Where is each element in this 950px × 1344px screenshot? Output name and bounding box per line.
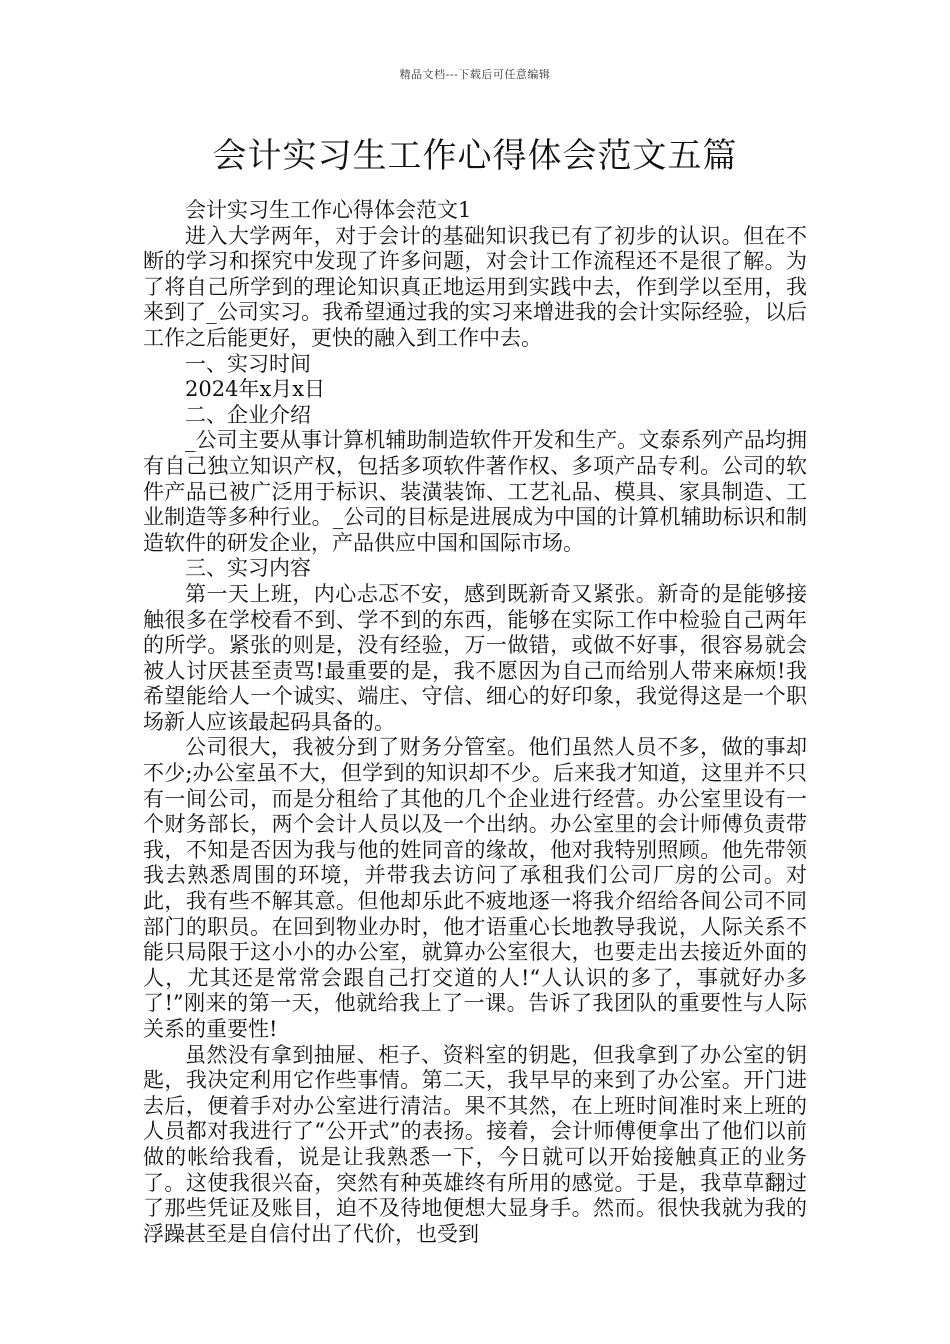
paragraph-first-day: 第一天上班，内心忐忑不安，感到既新奇又紧张。新奇的是能够接触很多在学校看不到、学不到的东西，能够在实际工作中检验自己两年的所学。紧张的则是，没有经验，万一做错，或做不好事，很容易就会被人讨厌甚至责骂!最重要的是，我不愿因为自己而给别人带来麻烦!我希望能给人一个诚实、端庄、守信、细心的好印象，我觉得这是一个职场新人应该最起码具备的。 — [143, 581, 807, 734]
section-heading-essay-1: 会计实习生工作心得体会范文1 — [185, 198, 472, 222]
paragraph-date: 2024年x月x日 — [185, 377, 326, 402]
header-note: 精品文档---下载后可任意编辑 — [399, 68, 551, 81]
page-title: 会计实习生工作心得体会范文五篇 — [212, 136, 738, 176]
section-heading-internship-content: 三、实习内容 — [185, 556, 311, 581]
paragraph-company: _公司主要从事计算机辅助制造软件开发和生产。文泰系列产品均拥有自己独立知识产权，包括多项软件著作权、多项产品专利。公司的软件产品已被广泛用于标识、装潢装饰、工艺礼品、模具、家具制造、工业制造等多种行业。_公司的目标是进展成为中国的计算机辅助标识和制造软件的研发企业，产品供应中国和国际市场。 — [143, 428, 807, 555]
document-body — [143, 198, 807, 1247]
section-heading-company-intro: 二、企业介绍 — [185, 402, 311, 427]
section-heading-internship-time: 一、实习时间 — [185, 351, 311, 376]
paragraph-intro: 进入大学两年，对于会计的基础知识我已有了初步的认识。但在不断的学习和探究中发现了许多问题，对会计工作流程还不是很了解。为了将自己所学到的理论知识真正地运用到实践中去，作到学以至用，我来到了_公司实习。我希望通过我的实习来增进我的会计实际经验，以后工作之后能更好，更快的融入到工作中去。 — [143, 223, 807, 350]
paragraph-office: 公司很大，我被分到了财务分管室。他们虽然人员不多，做的事却不少;办公室虽不大，但学到的知识却不少。后来我才知道，这里并不只有一间公司，而是分租给了其他的几个企业进行经营。办公室里设有一个财务部长，两个会计人员以及一个出纳。办公室里的会计师傅负责带我，不知是否因为我与他的姓同音的缘故，他对我特别照顾。他先带领我去熟悉周围的环境，并带我去访问了承租我们公司厂房的公司。对此，我有些不解其意。但他却乐此不疲地逐一将我介绍给各间公司不同部门的职员。在回到物业办时，他才语重心长地教导我说，人际关系不能只局限于这小小的办公室，就算办公室很大，也要走出去接近外面的人，尤其还是常常会跟自己打交道的人!“人认识的多了，事就好办多了!”刚来的第一天，他就给我上了一课。告诉了我团队的重要性与人际关系的重要性! — [143, 735, 807, 1041]
paragraph-keys: 虽然没有拿到抽屉、柜子、资料室的钥匙，但我拿到了办公室的钥匙，我决定利用它作些事情。第二天，我早早的来到了办公室。开门进去后，便着手对办公室进行清洁。果不其然，在上班时间准时来上班的人员都对我进行了“公开式”的表扬。接着，会计师傅便拿出了他们以前做的帐给我看，说是让我熟悉一下，今日就可以开始接触真正的业务了。这使我很兴奋，突然有种英雄终有所用的感觉。于是，我草草翻过了那些凭证及账目，迫不及待地便想大显身手。然而。很快我就为我的浮躁甚至是自信付出了代价，也受到 — [143, 1042, 807, 1246]
